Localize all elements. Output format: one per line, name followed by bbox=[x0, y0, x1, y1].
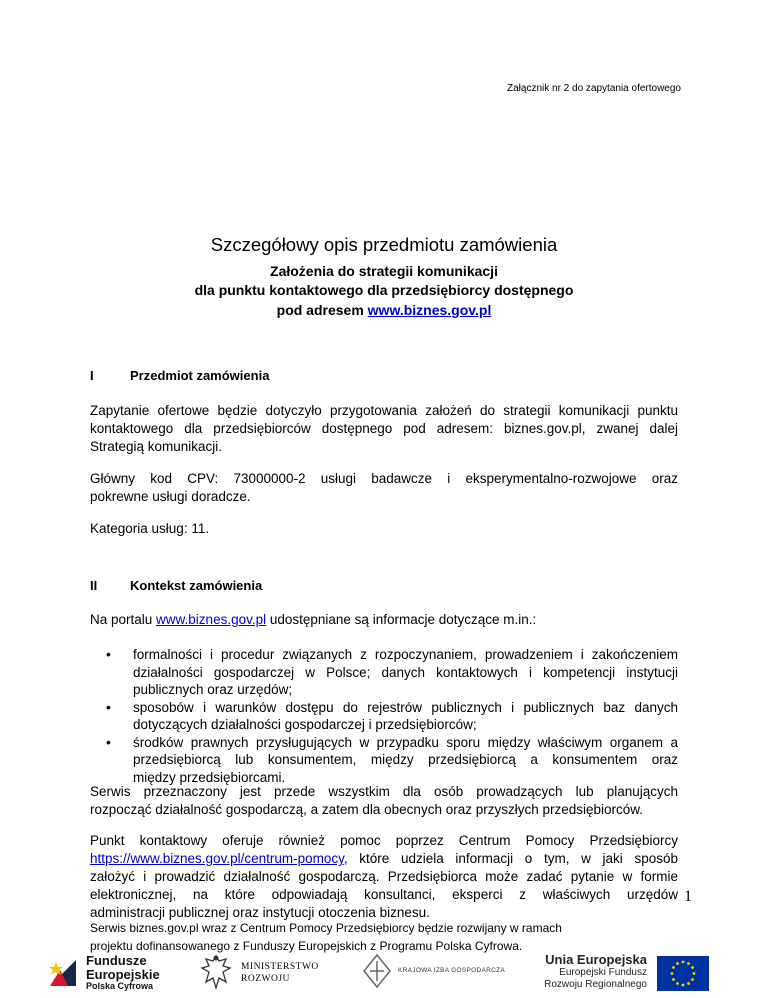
subtitle-line-3 bbox=[0, 301, 768, 321]
section-2-title: Kontekst zamówienia bbox=[130, 578, 263, 593]
krajowa-izba-gospodarcza-logo bbox=[362, 953, 512, 989]
text-line: przedsiębiorcą lub konsumentem, między przedsiębiorcą a konsumentem oraz bbox=[133, 752, 678, 767]
context-bullet-list bbox=[106, 646, 678, 786]
section-2-number: II bbox=[90, 578, 98, 593]
text-line: Strategią komunikacji. bbox=[90, 439, 223, 454]
section-1-paragraph-2 bbox=[90, 470, 678, 506]
list-item bbox=[106, 646, 678, 699]
section-2-intro bbox=[90, 611, 678, 629]
text-line: Serwis biznes.gov.pl wraz z Centrum Pomocy Przedsiębiorcy będzie rozwijany w ramach bbox=[90, 921, 562, 935]
text-line: projektu dofinansowanego z Funduszy Europejskich z Programu Polska Cyfrowa. bbox=[90, 939, 523, 953]
text-line: • sposobów i warunków dostępu do rejestrów publicznych i publicznych baz danych bbox=[133, 699, 678, 715]
text-line: pokrewne usługi doradcze. bbox=[90, 489, 251, 504]
subtitle-prefix: pod adresem bbox=[276, 302, 368, 318]
document-title: Szczegółowy opis przedmiotu zamówienia bbox=[210, 234, 558, 255]
eu-fund-name bbox=[544, 952, 647, 991]
fe-star-icon bbox=[46, 956, 80, 990]
section-1-paragraph-3: Kategoria usług: 11. bbox=[90, 521, 210, 536]
fe-name bbox=[86, 954, 160, 982]
text-line: dotyczących działalności gospodarczej i przedsiębiorców; bbox=[133, 717, 477, 732]
ministry-name bbox=[241, 961, 319, 985]
text-line: Główny kod CPV: 73000000-2 usługi badawcze i eksperymentalno-rozwojowe oraz bbox=[90, 471, 678, 486]
text-line: • formalności i procedur związanych z rozpoczynaniem, prowadzeniem i zakończeniem bbox=[133, 647, 678, 662]
text-line: • środków prawnych przysługujących w przypadku sporu między właściwym organem a bbox=[133, 734, 678, 750]
kig-name: KRAJOWA IZBA GOSPODARCZA bbox=[398, 967, 506, 974]
biznes-link-title[interactable]: www.biznes.gov.pl bbox=[367, 302, 492, 318]
text-line: działalności gospodarczej w Polsce; danych kontaktowych i kompetencji instytucji bbox=[133, 664, 678, 680]
section-1-number: I bbox=[90, 368, 94, 383]
text-line: między przedsiębiorcami. bbox=[133, 769, 286, 785]
eu-sub-2: Rozwoju Regionalnego bbox=[544, 979, 647, 990]
text-line: Zapytanie ofertowe będzie dotyczyło przygotowania założeń do strategii komunikacji punktu bbox=[90, 403, 678, 418]
text-line: elektronicznej, na które odpowiadają konsultanci, eksperci z właściwych urzędów bbox=[90, 887, 678, 902]
unia-europejska-logo bbox=[539, 950, 709, 998]
text-line: Punkt kontaktowy oferuje również pomoc poprzez Centrum Pomocy Przedsiębiorcy bbox=[90, 833, 678, 848]
mr-line-1: MINISTERSTWO bbox=[241, 962, 319, 972]
text-line bbox=[90, 850, 678, 868]
text-line: Serwis przeznaczony jest przede wszystkim dla osób prowadzących lub planujących bbox=[90, 784, 678, 799]
text-line: założyć i prowadzić działalność gospodarczą. Przedsiębiorca może zadać pytanie w formie bbox=[90, 869, 678, 884]
list-item bbox=[106, 734, 678, 787]
text-line: rozpocząć działalność gospodarczą, a zatem dla obecnych oraz przyszłych przedsiębiorców. bbox=[90, 802, 644, 817]
text-fragment: , które udziela informacji o tym, w jaki sposób bbox=[343, 851, 678, 866]
eu-flag-icon bbox=[657, 956, 709, 991]
eagle-emblem-icon bbox=[199, 952, 233, 992]
fe-line-1: Fundusze bbox=[86, 953, 147, 968]
text-line: kontaktowego dla przedsiębiorców dostępnego pod adresem: biznes.gov.pl, zwanej dalej bbox=[90, 421, 678, 436]
help-center-link[interactable]: https://www.biznes.gov.pl/centrum-pomocy bbox=[90, 851, 344, 866]
kig-emblem-icon bbox=[362, 953, 392, 989]
page-number: 1 bbox=[684, 888, 692, 905]
list-item bbox=[106, 699, 678, 734]
section-2-paragraph-2 bbox=[90, 783, 678, 819]
intro-suffix: udostępniane są informacje dotyczące m.in.: bbox=[266, 612, 537, 627]
eu-title: Unia Europejska bbox=[545, 952, 647, 967]
intro-prefix: Na portalu bbox=[90, 612, 157, 627]
annex-note: Załącznik nr 2 do zapytania ofertowego bbox=[507, 83, 681, 94]
fe-subtitle: Polska Cyfrowa bbox=[86, 981, 154, 991]
text-line: administracji publicznej oraz instytucji otoczenia biznesu. bbox=[90, 905, 430, 920]
section-2-paragraph-3 bbox=[90, 832, 678, 922]
biznes-link-intro[interactable]: www.biznes.gov.pl bbox=[156, 612, 267, 627]
fe-line-2: Europejskie bbox=[86, 967, 160, 982]
mr-line-2: ROZWOJU bbox=[241, 974, 290, 984]
fundusze-europejskie-logo bbox=[46, 950, 186, 998]
subtitle-line-1: Założenia do strategii komunikacji bbox=[270, 263, 498, 279]
ministerstwo-rozwoju-logo bbox=[199, 952, 319, 992]
text-line: publicznych oraz urzędów; bbox=[133, 682, 293, 697]
subtitle-line-2: dla punktu kontaktowego dla przedsiębiorcy dostępnego bbox=[194, 282, 574, 298]
eu-sub-1: Europejski Fundusz bbox=[559, 967, 647, 978]
section-1-paragraph-1 bbox=[90, 402, 678, 456]
section-1-title: Przedmiot zamówienia bbox=[130, 368, 270, 383]
